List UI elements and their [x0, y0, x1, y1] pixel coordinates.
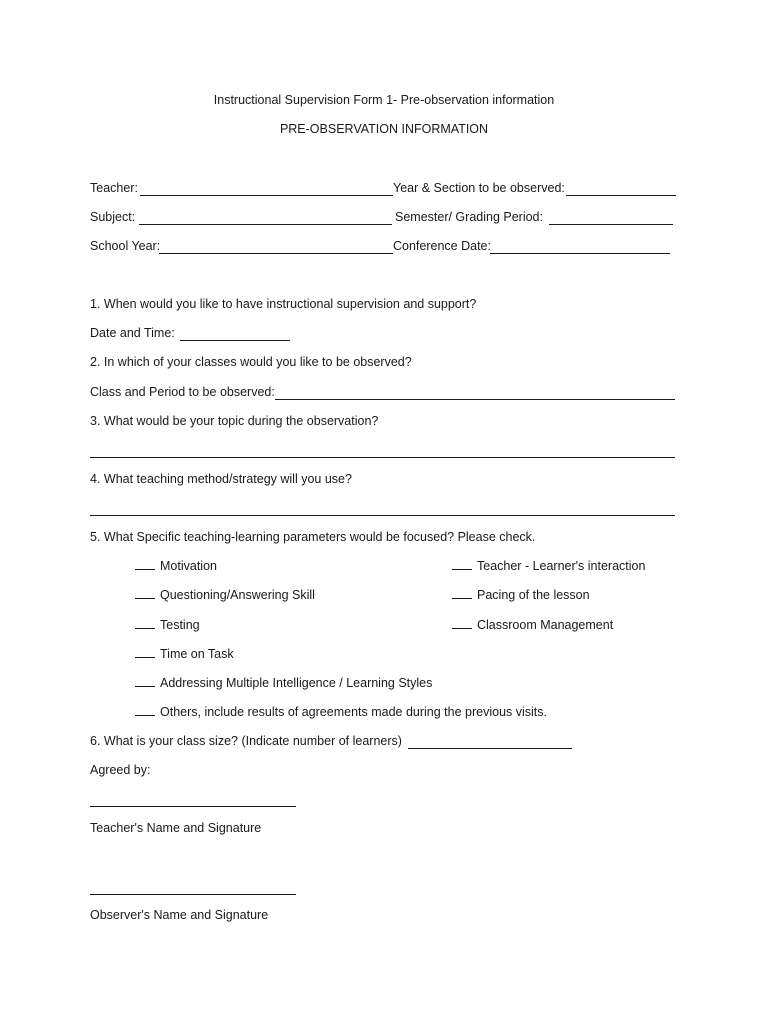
method-field[interactable] — [90, 515, 675, 516]
question-6: 6. What is your class size? (Indicate number of learners) — [90, 734, 402, 748]
question-5: 5. What Specific teaching-learning parameters would be focused? Please check. — [90, 530, 536, 544]
year-section-label: Year & Section to be observed: — [393, 181, 565, 195]
observer-signature-line[interactable] — [90, 894, 296, 895]
checklist-item[interactable]: Motivation — [135, 559, 217, 573]
teacher-signature-line[interactable] — [90, 806, 296, 807]
question-3: 3. What would be your topic during the observation? — [90, 414, 379, 428]
checkbox-blank[interactable] — [452, 618, 472, 629]
observer-signature-label: Observer's Name and Signature — [90, 908, 269, 922]
date-time-field[interactable] — [180, 340, 290, 341]
checklist-item[interactable]: Pacing of the lesson — [452, 588, 590, 602]
semester-field[interactable] — [549, 224, 673, 225]
class-size-field[interactable] — [408, 748, 572, 749]
teacher-field[interactable] — [140, 195, 393, 196]
date-time-label: Date and Time: — [90, 326, 175, 340]
agreed-by-label: Agreed by: — [90, 763, 151, 777]
checkbox-blank[interactable] — [452, 588, 472, 599]
teacher-label: Teacher: — [90, 181, 138, 195]
checklist-item[interactable]: Addressing Multiple Intelligence / Learning Styles — [135, 676, 432, 690]
year-section-field[interactable] — [566, 195, 676, 196]
question-2: 2. In which of your classes would you like to be observed? — [90, 355, 412, 369]
checkbox-blank[interactable] — [135, 676, 155, 687]
checkbox-blank[interactable] — [452, 559, 472, 570]
conference-date-field[interactable] — [490, 253, 670, 254]
form-title: Instructional Supervision Form 1- Pre-observation information — [213, 93, 555, 107]
subject-field[interactable] — [139, 224, 392, 225]
class-period-field[interactable] — [275, 399, 675, 400]
checklist-item[interactable]: Testing — [135, 618, 200, 632]
teacher-signature-label: Teacher's Name and Signature — [90, 821, 262, 835]
checklist-item[interactable]: Others, include results of agreements made during the previous visits. — [135, 705, 547, 719]
checklist-item[interactable]: Time on Task — [135, 647, 234, 661]
checkbox-blank[interactable] — [135, 559, 155, 570]
topic-field[interactable] — [90, 457, 675, 458]
checkbox-blank[interactable] — [135, 618, 155, 629]
question-1: 1. When would you like to have instructional supervision and support? — [90, 297, 477, 311]
subject-label: Subject: — [90, 210, 136, 224]
checkbox-blank[interactable] — [135, 705, 155, 716]
question-4: 4. What teaching method/strategy will you use? — [90, 472, 352, 486]
school-year-field[interactable] — [159, 253, 393, 254]
checklist-item[interactable]: Questioning/Answering Skill — [135, 588, 315, 602]
checkbox-blank[interactable] — [135, 588, 155, 599]
form-heading: PRE-OBSERVATION INFORMATION — [279, 122, 489, 136]
checkbox-blank[interactable] — [135, 647, 155, 658]
semester-label: Semester/ Grading Period: — [395, 210, 543, 224]
class-period-label: Class and Period to be observed: — [90, 385, 275, 399]
conference-date-label: Conference Date: — [393, 239, 491, 253]
school-year-label: School Year: — [90, 239, 161, 253]
checklist-item[interactable]: Classroom Management — [452, 618, 613, 632]
checklist-item[interactable]: Teacher - Learner's interaction — [452, 559, 645, 573]
